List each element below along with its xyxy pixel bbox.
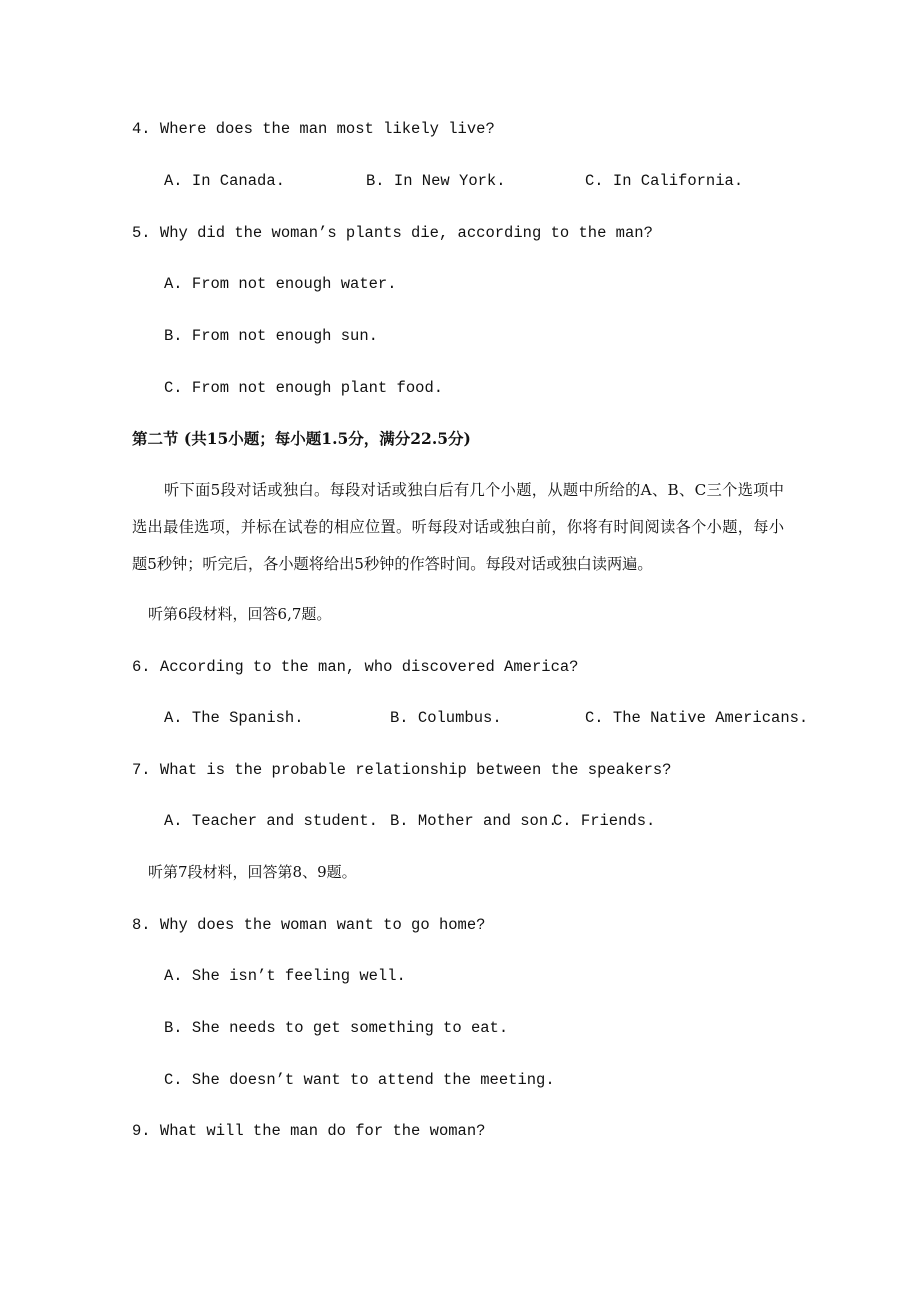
question-8: 8. Why does the woman want to go home? <box>132 916 486 934</box>
q8-option-b: B. She needs to get something to eat. <box>164 1019 509 1037</box>
q6-option-c: C. The Native Americans. <box>585 709 809 727</box>
question-7: 7. What is the probable relationship between the speakers? <box>132 761 672 779</box>
q4-option-c: C. In California. <box>585 172 744 190</box>
q8-option-a: A. She isn’t feeling well. <box>164 967 406 985</box>
q7-option-c: C. Friends. <box>553 812 656 830</box>
question-6: 6. According to the man, who discovered America? <box>132 658 579 676</box>
question-5: 5. Why did the woman’s plants die, according to the man? <box>132 224 653 242</box>
q5-option-b: B. From not enough sun. <box>164 327 378 345</box>
q5-option-c: C. From not enough plant food. <box>164 379 444 397</box>
q6-option-a: A. The Spanish. <box>164 709 304 727</box>
material-7-note: 听第7段材料，回答第8、9题。 <box>148 863 357 881</box>
question-9: 9. What will the man do for the woman? <box>132 1122 486 1140</box>
q7-option-a: A. Teacher and student. <box>164 812 378 830</box>
q6-option-b: B. Columbus. <box>390 709 502 727</box>
q4-option-a: A. In Canada. <box>164 172 285 190</box>
section-2-heading: 第二节 (共15小题；每小题1.5分，满分22.5分) <box>132 429 471 448</box>
q4-option-b: B. In New York. <box>366 172 506 190</box>
section-2-instructions: 听下面5段对话或独白。每段对话或独白后有几个小题，从题中所给的A、B、C三个选项中选出最佳选项，并标在试卷的相应位置。听每段对话或独白前，你将有时间阅读各个小题，每小题5秒钟；听完后，各小题将给出5秒钟的作答时间。每段对话或独白读两遍。 <box>132 481 784 573</box>
q7-option-b: B. Mother and son. <box>390 812 558 830</box>
q5-option-a: A. From not enough water. <box>164 275 397 293</box>
question-4: 4. Where does the man most likely live? <box>132 120 495 138</box>
q8-option-c: C. She doesn’t want to attend the meeting. <box>164 1071 555 1089</box>
material-6-note: 听第6段材料，回答6,7题。 <box>148 605 332 623</box>
